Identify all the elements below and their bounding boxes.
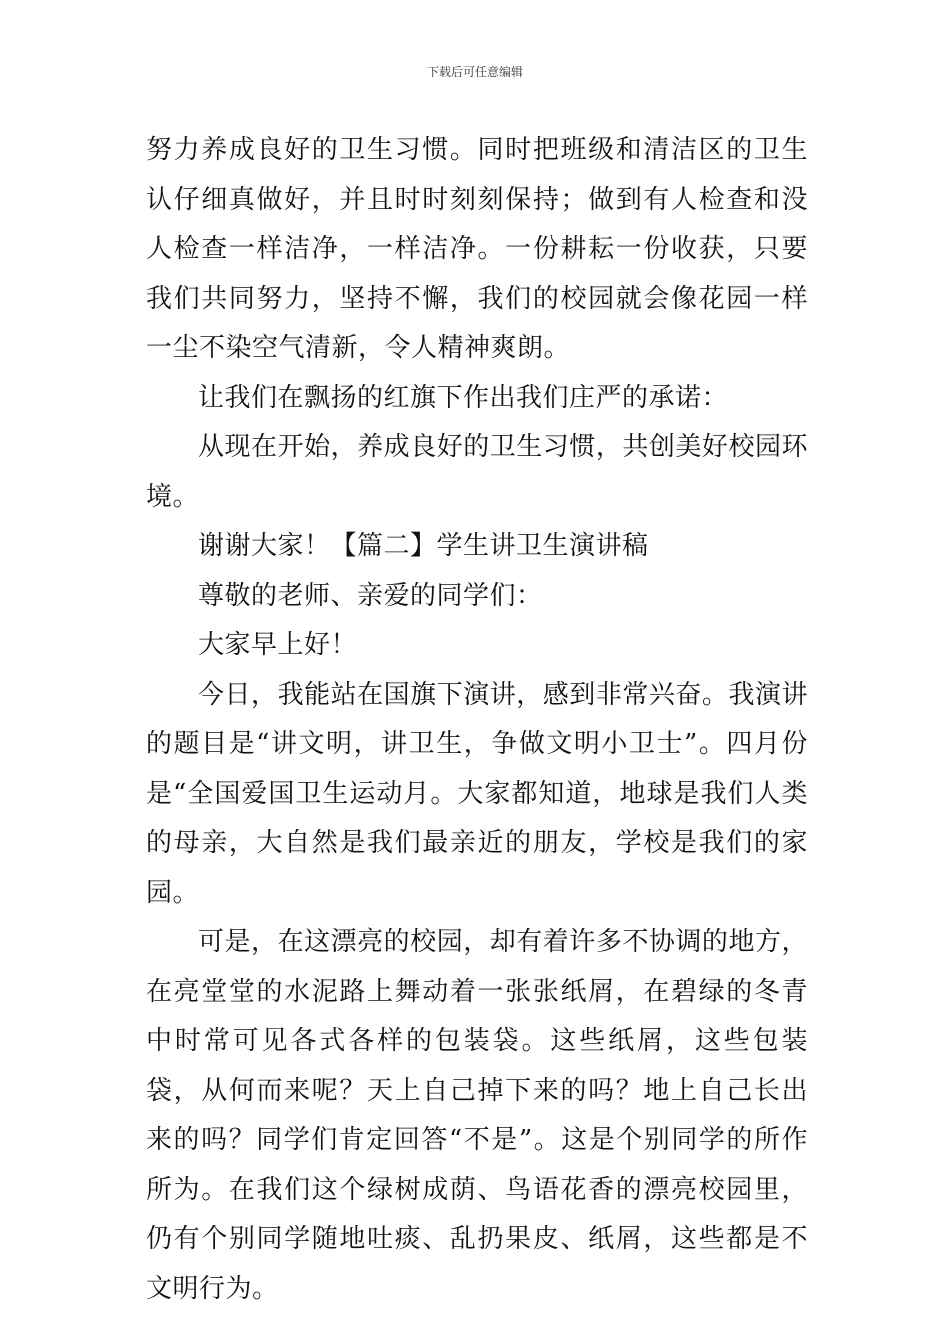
- page-header-note: 下载后可任意编辑: [426, 65, 523, 79]
- paragraph-continuation: 努力养成良好的卫生习惯。同时把班级和清洁区的卫生认仔细真做好，并且时时刻刻保持；做到有人检查和没人检查一样洁净，一样洁净。一份耕耘一份收获，只要我们共同努力，坚持不懈，我们的校园就会像花园一样一尘不染空气清新，令人精神爽朗。: [146, 135, 808, 363]
- paragraph-salutation: 尊敬的老师、亲爱的同学们：: [198, 580, 543, 611]
- paragraph-pledge: 从现在开始，养成良好的卫生习惯，共创美好校园环境。: [146, 432, 808, 512]
- paragraph-thanks-and-section-title: 谢谢大家！【篇二】学生讲卫生演讲稿: [198, 531, 649, 561]
- document-body: [146, 126, 808, 1314]
- paragraph-speech-intro: 今日，我能站在国旗下演讲，感到非常兴奋。我演讲的题目是“讲文明，讲卫生，争做文明小卫士”。四月份是“全国爱国卫生运动月。大家都知道，地球是我们人类的母亲，大自然是我们最亲近的朋友，学校是我们的家园。: [146, 679, 808, 908]
- paragraph-campus-problem: 可是，在这漂亮的校园，却有着许多不协调的地方，在亮堂堂的水泥路上舞动着一张张纸屑，在碧绿的冬青中时常可见各式各样的包装袋。这些纸屑，这些包装袋，从何而来呢？天上自己掉下来的吗？地上自己长出来的吗？同学们肯定回答“不是”。这是个别同学的所作所为。在我们这个绿树成荫、鸟语花香的漂亮校园里，仍有个别同学随地吐痰、乱扔果皮、纸屑，这些都是不文明行为。: [146, 927, 808, 1304]
- paragraph-greeting: 大家早上好！: [198, 630, 358, 660]
- paragraph-pledge-intro: 让我们在飘扬的红旗下作出我们庄严的承诺：: [198, 382, 729, 413]
